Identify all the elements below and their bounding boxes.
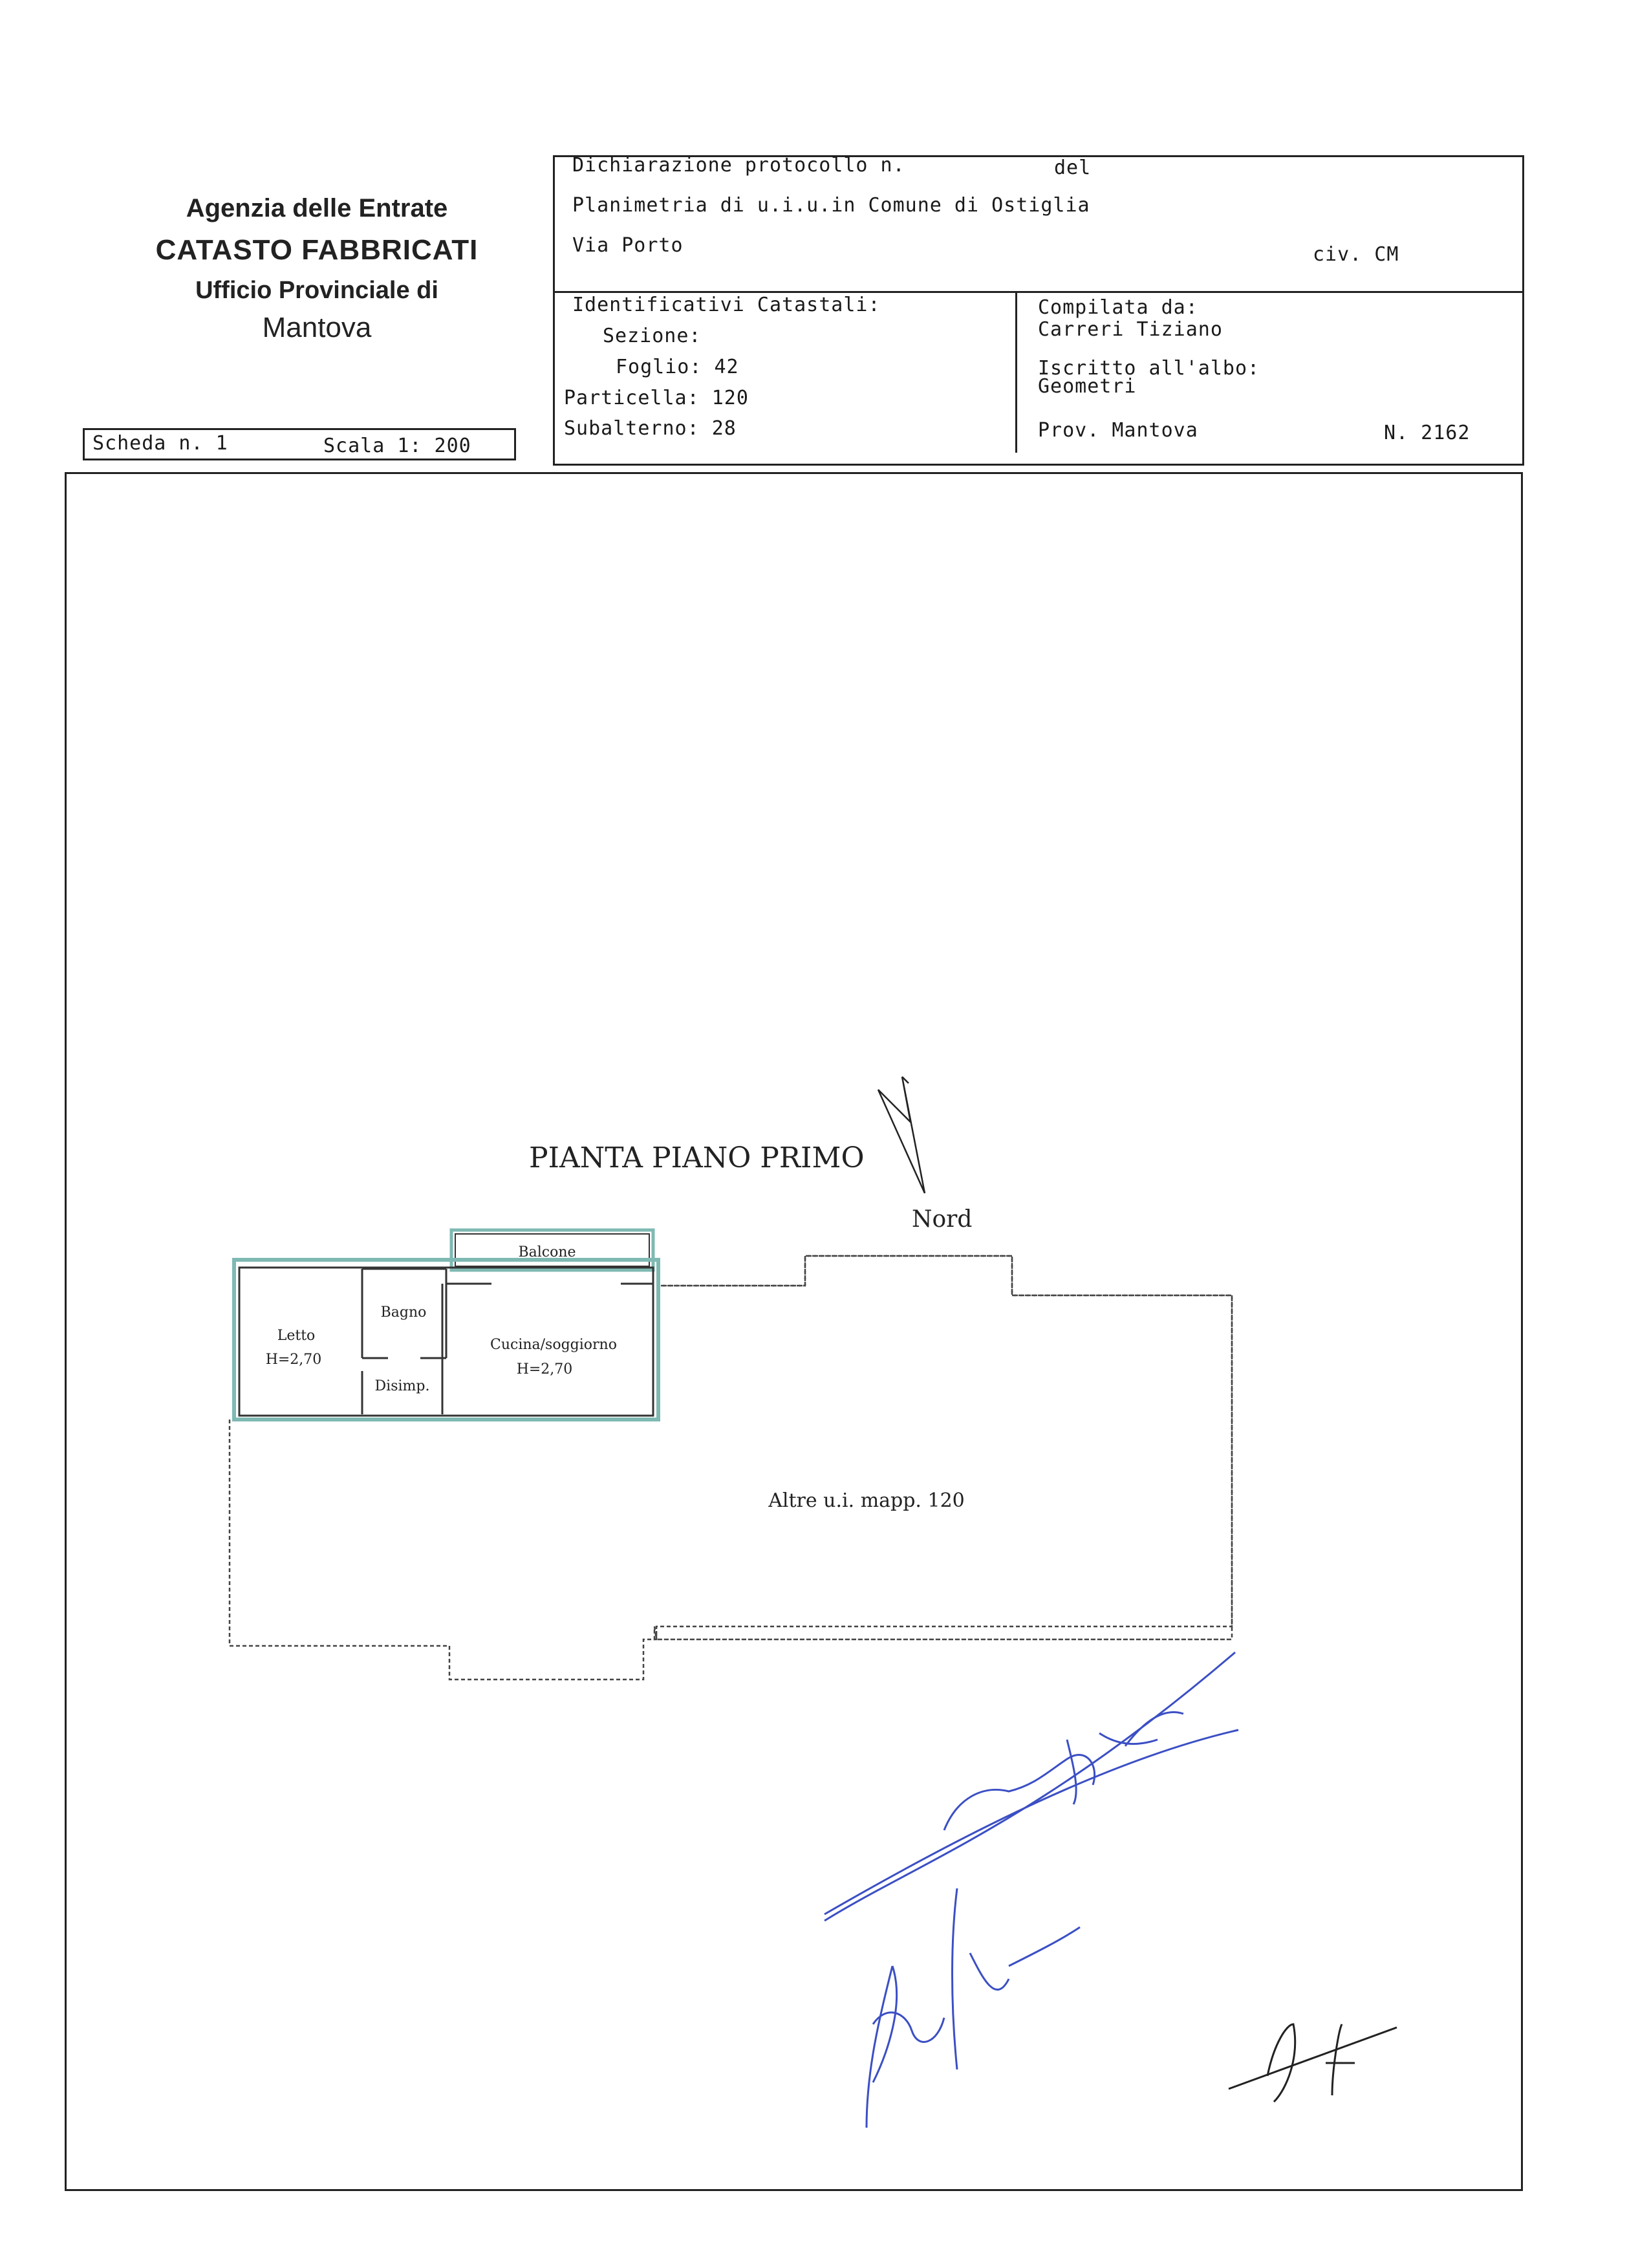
foglio-field: Foglio: 42 (616, 356, 739, 378)
balcone-label: Balcone (518, 1244, 576, 1260)
albo-number: N. 2162 (1384, 422, 1471, 444)
iscritto-label: Iscritto all'albo: (1038, 357, 1260, 380)
north-arrow-icon (878, 1077, 925, 1193)
north-label: Nord (912, 1206, 973, 1233)
signature-1 (824, 1652, 1238, 1921)
bagno-label: Bagno (380, 1304, 427, 1321)
provincia-value: Prov. Mantova (1038, 419, 1198, 442)
subalterno-field: Subalterno: 28 (564, 417, 737, 440)
particella-field: Particella: 120 (564, 387, 749, 409)
planimetria-text: Planimetria di u.i.u.in Comune di Ostiglia (572, 194, 1090, 217)
civico-text: civ. CM (1313, 243, 1399, 266)
compilatore-name: Carreri Tiziano (1038, 318, 1223, 341)
other-units-outline (654, 1256, 1232, 1639)
agency-department: CATASTO FABBRICATI (155, 234, 479, 266)
del-label: del (1054, 157, 1092, 179)
compilata-label: Compilata da: (1038, 296, 1198, 319)
disimp-label: Disimp. (374, 1378, 430, 1394)
signature-3 (1229, 2024, 1397, 2102)
agency-name: Agenzia delle Entrate (186, 194, 448, 222)
identificativi-title: Identificativi Catastali: (572, 294, 881, 316)
sezione-field: Sezione: (603, 325, 702, 347)
building-outline (230, 1256, 1232, 1679)
cucina-height: H=2,70 (516, 1361, 573, 1377)
scheda-number: Scheda n. 1 (92, 432, 228, 455)
via-text: Via Porto (572, 234, 684, 257)
scheda-scale: Scala 1: 200 (323, 435, 471, 457)
agency-office: Ufficio Provinciale di (195, 277, 438, 304)
letto-label: Letto (277, 1328, 316, 1344)
plan-title: PIANTA PIANO PRIMO (529, 1141, 865, 1174)
other-units-label: Altre u.i. mapp. 120 (768, 1489, 965, 1512)
albo-value: Geometri (1038, 375, 1137, 398)
cucina-label: Cucina/soggiorno (490, 1337, 617, 1353)
agency-city: Mantova (262, 312, 372, 343)
signature-2 (867, 1888, 1080, 2128)
protocollo-label: Dichiarazione protocollo n. (572, 154, 905, 177)
letto-height: H=2,70 (265, 1352, 322, 1368)
